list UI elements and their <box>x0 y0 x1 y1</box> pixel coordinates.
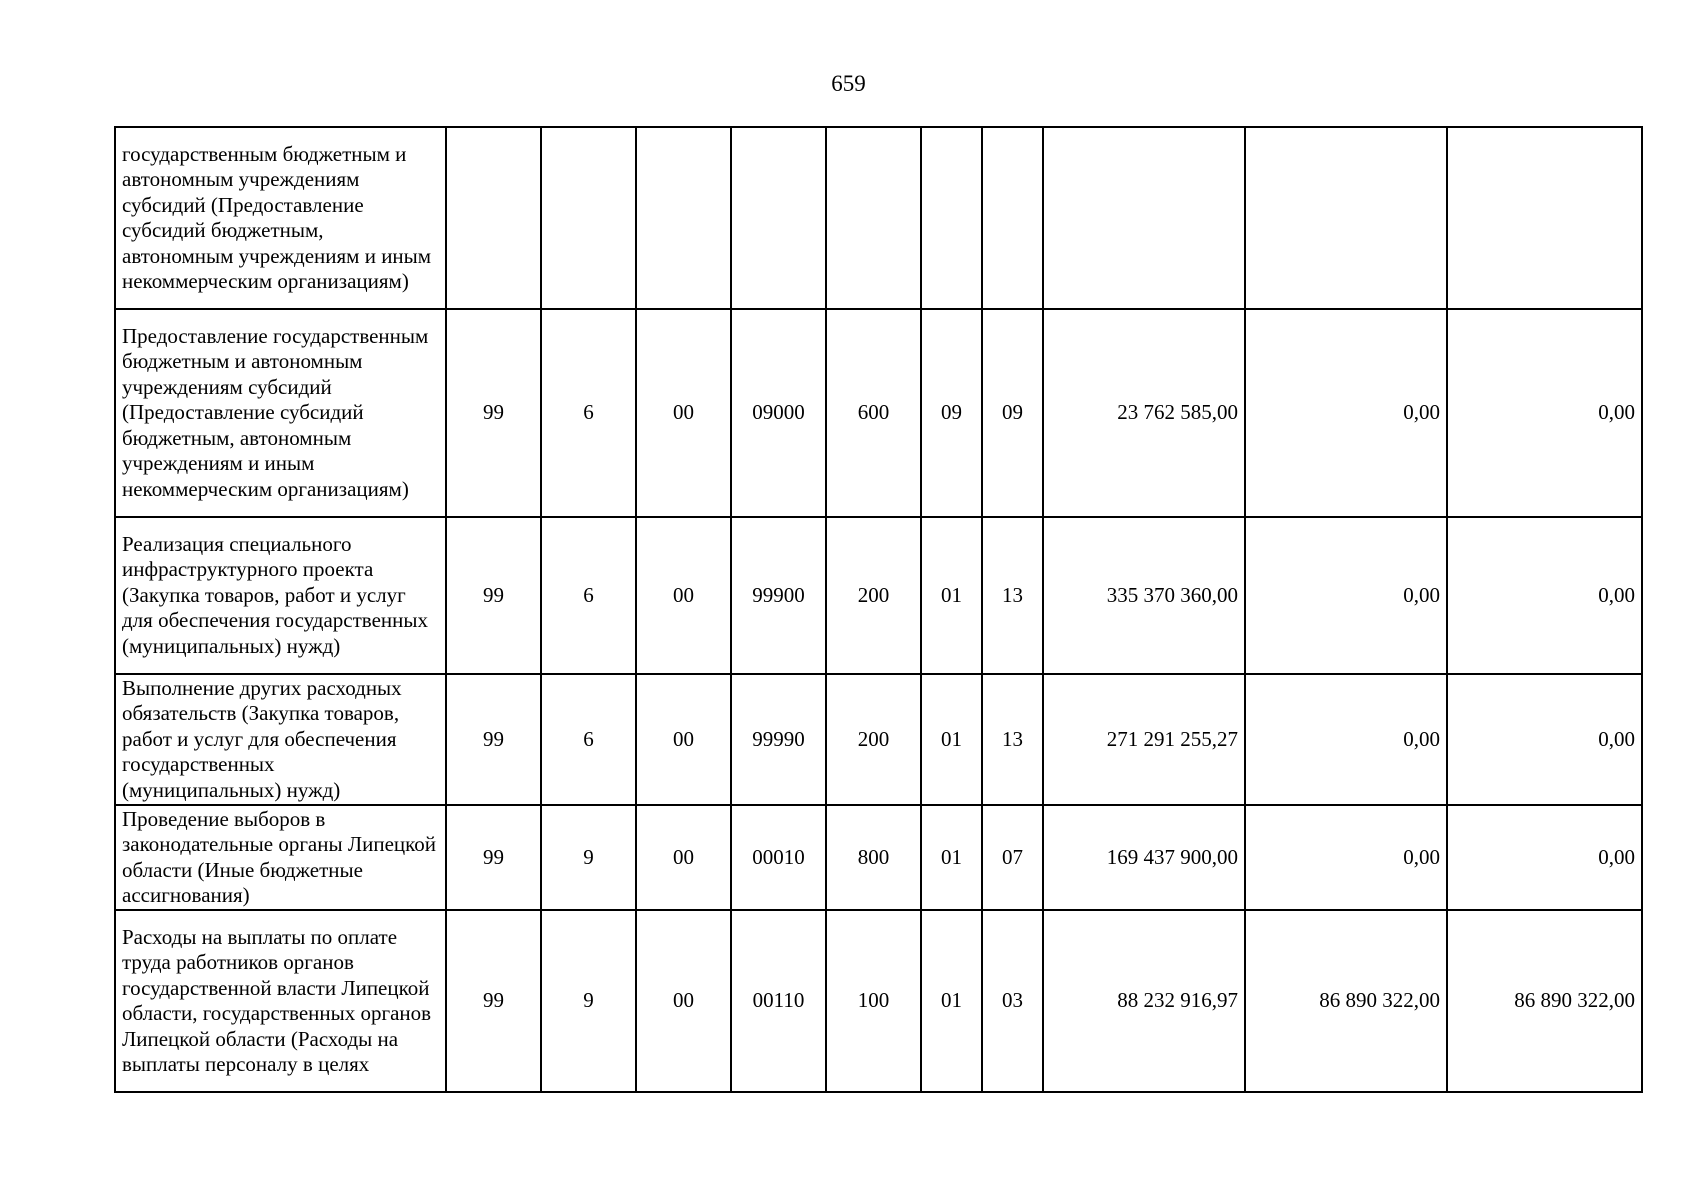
row-amount-2: 0,00 <box>1245 517 1447 674</box>
table-row <box>115 127 1642 309</box>
row-code-3: 00 <box>636 674 731 805</box>
row-code-3 <box>636 127 731 309</box>
row-code-1 <box>446 127 541 309</box>
row-code-6 <box>921 127 982 309</box>
row-amount-1: 88 232 916,97 <box>1043 910 1245 1092</box>
row-description: Проведение выборов в законодательные органы Липецкой области (Иные бюджетные ассигнования) <box>115 805 446 910</box>
row-description: государственным бюджетным и автономным учреждениям субсидий (Предоставление субсидий бюджетным, автономным учреждениям и иным некоммерческим организациям) <box>115 127 446 309</box>
row-amount-3: 0,00 <box>1447 517 1642 674</box>
row-description: Выполнение других расходных обязательств (Закупка товаров, работ и услуг для обеспечения государственных (муниципальных) нужд) <box>115 674 446 805</box>
row-code-5 <box>826 127 921 309</box>
row-code-5: 200 <box>826 674 921 805</box>
row-code-4: 00110 <box>731 910 826 1092</box>
row-amount-2: 0,00 <box>1245 309 1447 517</box>
table-row <box>115 910 1642 1092</box>
row-code-2 <box>541 127 636 309</box>
row-amount-2: 0,00 <box>1245 674 1447 805</box>
row-code-4: 99900 <box>731 517 826 674</box>
row-code-1: 99 <box>446 910 541 1092</box>
row-amount-2 <box>1245 127 1447 309</box>
row-code-1: 99 <box>446 309 541 517</box>
row-code-7: 13 <box>982 517 1043 674</box>
row-code-7: 09 <box>982 309 1043 517</box>
row-code-7: 13 <box>982 674 1043 805</box>
row-code-5: 100 <box>826 910 921 1092</box>
row-code-4: 00010 <box>731 805 826 910</box>
row-code-6: 01 <box>921 517 982 674</box>
row-code-2: 9 <box>541 910 636 1092</box>
row-code-5: 800 <box>826 805 921 910</box>
row-code-1: 99 <box>446 674 541 805</box>
row-amount-1: 23 762 585,00 <box>1043 309 1245 517</box>
row-description: Реализация специального инфраструктурного проекта (Закупка товаров, работ и услуг для обеспечения государственных (муниципальных) нужд) <box>115 517 446 674</box>
row-amount-2: 86 890 322,00 <box>1245 910 1447 1092</box>
row-amount-3: 86 890 322,00 <box>1447 910 1642 1092</box>
row-code-7: 03 <box>982 910 1043 1092</box>
row-code-1: 99 <box>446 517 541 674</box>
row-code-2: 9 <box>541 805 636 910</box>
row-code-4: 09000 <box>731 309 826 517</box>
table-row <box>115 517 1642 674</box>
row-code-6: 01 <box>921 674 982 805</box>
row-code-4 <box>731 127 826 309</box>
row-amount-3: 0,00 <box>1447 674 1642 805</box>
row-code-6: 01 <box>921 910 982 1092</box>
row-amount-1: 271 291 255,27 <box>1043 674 1245 805</box>
row-amount-3 <box>1447 127 1642 309</box>
page-number: 659 <box>831 71 866 96</box>
row-amount-1: 335 370 360,00 <box>1043 517 1245 674</box>
row-amount-1: 169 437 900,00 <box>1043 805 1245 910</box>
row-code-6: 09 <box>921 309 982 517</box>
row-code-5: 600 <box>826 309 921 517</box>
row-code-6: 01 <box>921 805 982 910</box>
row-code-7 <box>982 127 1043 309</box>
row-code-3: 00 <box>636 517 731 674</box>
table-row <box>115 674 1642 805</box>
row-code-4: 99990 <box>731 674 826 805</box>
row-code-3: 00 <box>636 910 731 1092</box>
budget-table <box>114 126 1643 1093</box>
row-code-5: 200 <box>826 517 921 674</box>
row-code-2: 6 <box>541 309 636 517</box>
row-code-7: 07 <box>982 805 1043 910</box>
row-description: Расходы на выплаты по оплате труда работников органов государственной власти Липецкой области, государственных органов Липецкой области (Расходы на выплаты персоналу в целях <box>115 910 446 1092</box>
row-amount-1 <box>1043 127 1245 309</box>
row-code-1: 99 <box>446 805 541 910</box>
table-row <box>115 309 1642 517</box>
row-amount-2: 0,00 <box>1245 805 1447 910</box>
table-row <box>115 805 1642 910</box>
row-amount-3: 0,00 <box>1447 805 1642 910</box>
row-code-3: 00 <box>636 805 731 910</box>
row-description: Предоставление государственным бюджетным и автономным учреждениям субсидий (Предоставление субсидий бюджетным, автономным учреждениям и иным некоммерческим организациям) <box>115 309 446 517</box>
row-code-2: 6 <box>541 517 636 674</box>
row-code-2: 6 <box>541 674 636 805</box>
row-code-3: 00 <box>636 309 731 517</box>
row-amount-3: 0,00 <box>1447 309 1642 517</box>
